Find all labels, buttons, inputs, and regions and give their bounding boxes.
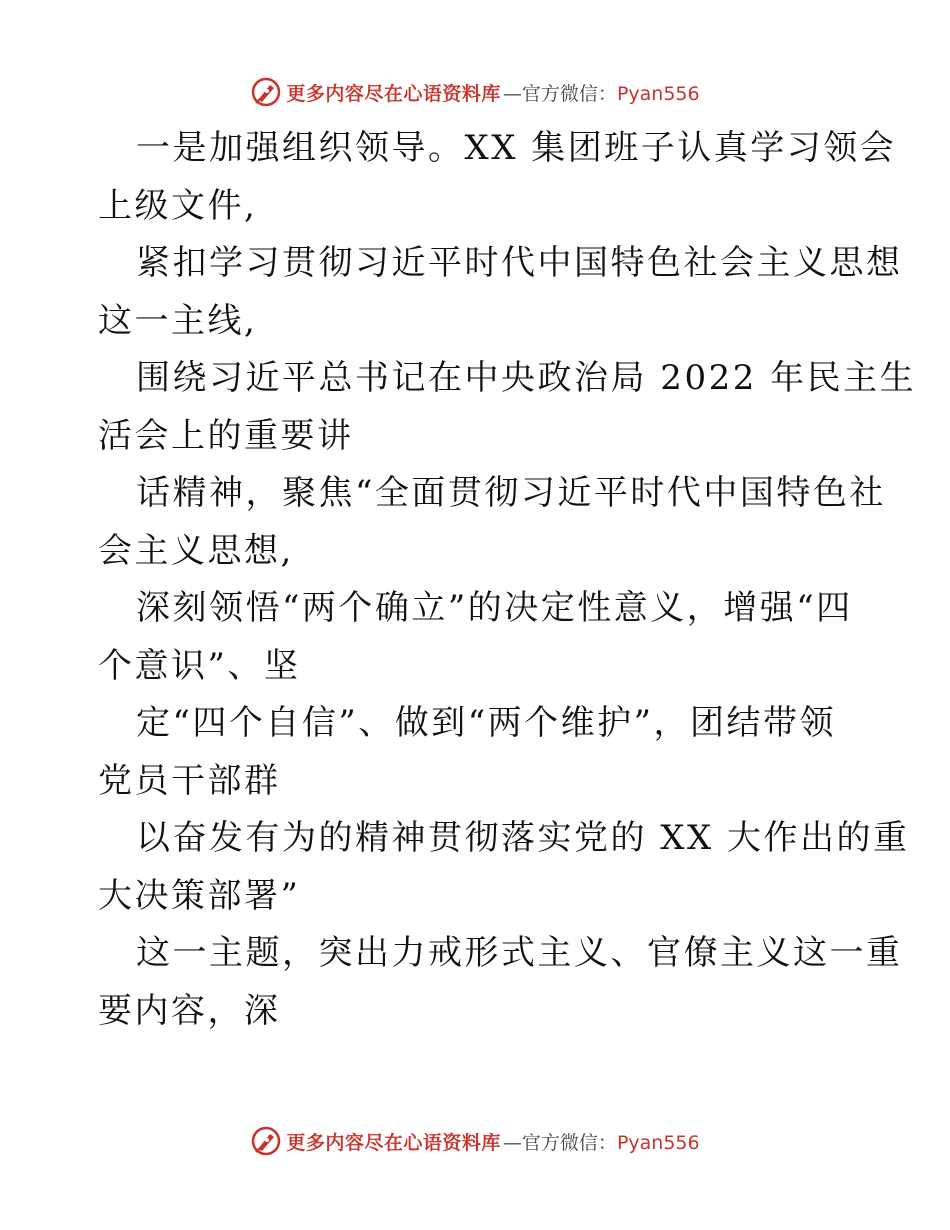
paragraph-line: 定“四个自信”、做到“两个维护”，团结带领	[136, 703, 837, 743]
paragraph-line: 一是加强组织领导。XX 集团班子认真学习领会	[136, 128, 897, 168]
paragraph-line: 这一主题，突出力戒形式主义、官僚主义这一重	[136, 933, 903, 973]
document-body	[98, 120, 917, 1040]
header-wechat-label: 官方微信：	[521, 82, 617, 105]
header-banner	[0, 72, 950, 112]
paragraph-line: 上级文件,	[98, 185, 258, 226]
paragraph-line: 围绕习近平总书记在中央政治局 2022 年民主生	[136, 358, 917, 398]
paragraph-line: 党员干部群	[98, 760, 281, 801]
paragraph-line: 紧扣学习贯彻习近平时代中国特色社会主义思想	[136, 243, 903, 283]
header-wechat	[503, 79, 700, 106]
footer-wechat-label: 官方微信：	[521, 1131, 617, 1154]
pen-nib-logo-icon	[250, 1125, 282, 1157]
paragraph-line: 会主义思想,	[98, 530, 294, 571]
footer-banner	[0, 1121, 950, 1161]
paragraph-line: 这一主线,	[98, 300, 258, 341]
paragraph-line: 要内容，深	[98, 990, 281, 1031]
header-wechat-handle: Pyan556	[616, 82, 700, 105]
header-site-text: 更多内容尽在心语资料库	[286, 82, 501, 105]
footer-wechat-handle: Pyan556	[616, 1131, 700, 1154]
paragraph-line: 大决策部署”	[98, 875, 301, 916]
footer-dash: —	[502, 1131, 522, 1154]
header-dash: —	[502, 82, 522, 105]
paragraph-line: 深刻领悟“两个确立”的决定性意义，增强“四	[136, 588, 853, 628]
paragraph-line: 话精神，聚焦“全面贯彻习近平时代中国特色社	[136, 473, 886, 513]
pen-nib-logo-icon	[250, 76, 282, 108]
paragraph-line: 以奋发有为的精神贯彻落实党的 XX 大作出的重	[136, 818, 910, 858]
paragraph-line: 个意识”、坚	[98, 645, 301, 686]
footer-wechat	[503, 1128, 700, 1155]
footer-site-text: 更多内容尽在心语资料库	[286, 1131, 501, 1154]
paragraph-line: 活会上的重要讲	[98, 415, 354, 456]
